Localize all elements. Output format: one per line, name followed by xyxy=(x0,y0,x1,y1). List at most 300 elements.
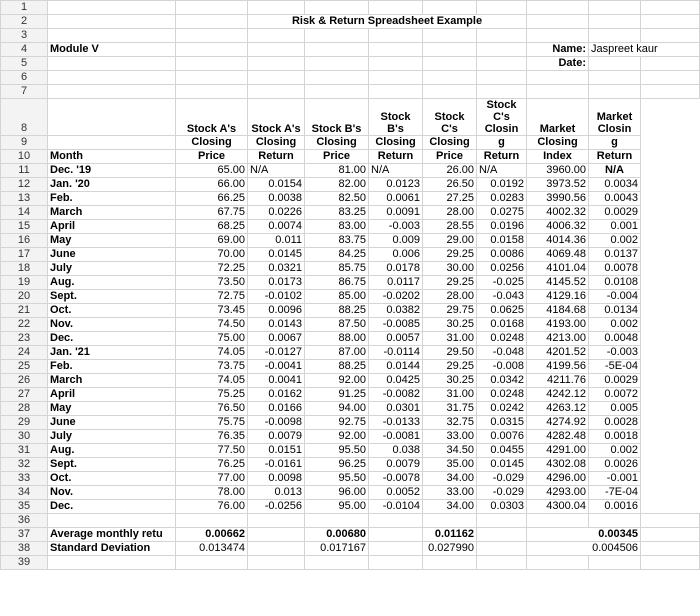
value-cell[interactable]: 75.25 xyxy=(176,388,248,402)
name-label[interactable]: Name: xyxy=(527,43,589,57)
column-header[interactable]: Index xyxy=(527,150,589,164)
value-cell[interactable]: 77.50 xyxy=(176,444,248,458)
value-cell[interactable]: 75.75 xyxy=(176,416,248,430)
value-cell[interactable]: -0.048 xyxy=(477,346,527,360)
value-cell[interactable]: 0.0057 xyxy=(369,332,423,346)
value-cell[interactable]: 34.50 xyxy=(423,444,477,458)
column-header[interactable]: Closing xyxy=(248,136,305,150)
column-header[interactable]: Closing xyxy=(305,136,369,150)
value-cell[interactable]: 4296.00 xyxy=(527,472,589,486)
cell[interactable] xyxy=(527,29,589,43)
value-cell[interactable]: 0.013 xyxy=(248,486,305,500)
value-cell[interactable]: 4101.04 xyxy=(527,262,589,276)
month-cell[interactable]: Feb. xyxy=(48,192,176,206)
month-cell[interactable]: Aug. xyxy=(48,276,176,290)
value-cell[interactable]: -0.008 xyxy=(477,360,527,374)
value-cell[interactable]: 4282.48 xyxy=(527,430,589,444)
month-cell[interactable]: Oct. xyxy=(48,304,176,318)
value-cell[interactable]: 0.0256 xyxy=(477,262,527,276)
value-cell[interactable]: -0.043 xyxy=(477,290,527,304)
cell[interactable] xyxy=(423,514,477,528)
cell[interactable] xyxy=(48,57,176,71)
avg-value[interactable]: 0.00345 xyxy=(527,528,641,542)
value-cell[interactable]: -0.0081 xyxy=(369,430,423,444)
value-cell[interactable]: 0.0283 xyxy=(477,192,527,206)
value-cell[interactable]: 4145.52 xyxy=(527,276,589,290)
cell[interactable] xyxy=(248,57,305,71)
value-cell[interactable]: 0.0192 xyxy=(477,178,527,192)
value-cell[interactable]: 0.0018 xyxy=(589,430,641,444)
cell[interactable] xyxy=(48,514,176,528)
value-cell[interactable]: 28.00 xyxy=(423,206,477,220)
value-cell[interactable]: 4213.00 xyxy=(527,332,589,346)
value-cell[interactable]: 0.006 xyxy=(369,248,423,262)
value-cell[interactable]: 0.011 xyxy=(248,234,305,248)
value-cell[interactable]: 87.50 xyxy=(305,318,369,332)
value-cell[interactable]: 78.00 xyxy=(176,486,248,500)
value-cell[interactable]: 34.00 xyxy=(423,500,477,514)
column-header[interactable]: Return xyxy=(369,150,423,164)
cell[interactable] xyxy=(48,1,176,15)
value-cell[interactable]: -0.0127 xyxy=(248,346,305,360)
value-cell[interactable]: 27.25 xyxy=(423,192,477,206)
cell[interactable] xyxy=(176,514,248,528)
value-cell[interactable]: 74.50 xyxy=(176,318,248,332)
value-cell[interactable]: 0.0145 xyxy=(477,458,527,472)
cell[interactable] xyxy=(589,85,641,99)
avg-value[interactable]: 0.01162 xyxy=(423,528,477,542)
cell[interactable] xyxy=(48,556,176,570)
cell[interactable] xyxy=(305,556,369,570)
column-header[interactable]: Stock C's xyxy=(423,99,477,136)
month-cell[interactable]: Nov. xyxy=(48,486,176,500)
value-cell[interactable]: 29.75 xyxy=(423,304,477,318)
cell[interactable] xyxy=(48,136,176,150)
value-cell[interactable]: N/A xyxy=(369,164,423,178)
value-cell[interactable]: 0.0301 xyxy=(369,402,423,416)
value-cell[interactable]: 31.75 xyxy=(423,402,477,416)
cell[interactable] xyxy=(369,528,423,542)
value-cell[interactable]: 95.50 xyxy=(305,472,369,486)
avg-value[interactable]: 0.00680 xyxy=(305,528,369,542)
value-cell[interactable]: 69.00 xyxy=(176,234,248,248)
value-cell[interactable]: 0.0178 xyxy=(369,262,423,276)
cell[interactable] xyxy=(176,15,248,29)
std-label[interactable]: Standard Deviation xyxy=(48,542,176,556)
value-cell[interactable]: 0.0028 xyxy=(589,416,641,430)
value-cell[interactable]: 26.00 xyxy=(423,164,477,178)
value-cell[interactable]: 0.038 xyxy=(369,444,423,458)
cell[interactable] xyxy=(641,57,700,71)
value-cell[interactable]: 26.50 xyxy=(423,178,477,192)
value-cell[interactable]: 28.00 xyxy=(423,290,477,304)
value-cell[interactable]: 82.00 xyxy=(305,178,369,192)
value-cell[interactable]: 0.0091 xyxy=(369,206,423,220)
value-cell[interactable]: -0.0133 xyxy=(369,416,423,430)
cell[interactable] xyxy=(589,556,641,570)
value-cell[interactable]: -0.001 xyxy=(589,472,641,486)
month-cell[interactable]: Sept. xyxy=(48,290,176,304)
value-cell[interactable]: -0.0202 xyxy=(369,290,423,304)
value-cell[interactable]: 0.0026 xyxy=(589,458,641,472)
month-cell[interactable]: July xyxy=(48,430,176,444)
value-cell[interactable]: 72.75 xyxy=(176,290,248,304)
value-cell[interactable]: 0.0123 xyxy=(369,178,423,192)
avg-value[interactable]: 0.00662 xyxy=(176,528,248,542)
cell[interactable] xyxy=(423,71,477,85)
cell[interactable] xyxy=(48,15,176,29)
value-cell[interactable]: -0.003 xyxy=(369,220,423,234)
value-cell[interactable]: -0.0256 xyxy=(248,500,305,514)
cell[interactable] xyxy=(641,29,700,43)
month-cell[interactable]: Oct. xyxy=(48,472,176,486)
value-cell[interactable]: N/A xyxy=(477,164,527,178)
column-header[interactable]: Return xyxy=(248,150,305,164)
value-cell[interactable]: 4242.12 xyxy=(527,388,589,402)
value-cell[interactable]: 0.0248 xyxy=(477,388,527,402)
cell[interactable] xyxy=(176,85,248,99)
cell[interactable] xyxy=(589,514,641,528)
value-cell[interactable]: -0.0098 xyxy=(248,416,305,430)
month-cell[interactable]: Aug. xyxy=(48,444,176,458)
value-cell[interactable]: 34.00 xyxy=(423,472,477,486)
cell[interactable] xyxy=(589,15,641,29)
month-cell[interactable]: Sept. xyxy=(48,458,176,472)
date-label[interactable]: Date: xyxy=(527,57,589,71)
value-cell[interactable]: -5E-04 xyxy=(589,360,641,374)
value-cell[interactable]: 88.25 xyxy=(305,304,369,318)
value-cell[interactable]: -0.0085 xyxy=(369,318,423,332)
value-cell[interactable]: 0.0455 xyxy=(477,444,527,458)
cell[interactable] xyxy=(589,1,641,15)
cell[interactable] xyxy=(641,556,700,570)
value-cell[interactable]: 85.00 xyxy=(305,290,369,304)
value-cell[interactable]: 0.0166 xyxy=(248,402,305,416)
value-cell[interactable]: 76.35 xyxy=(176,430,248,444)
value-cell[interactable]: 0.0315 xyxy=(477,416,527,430)
cell[interactable] xyxy=(305,71,369,85)
value-cell[interactable]: 0.002 xyxy=(589,444,641,458)
cell[interactable] xyxy=(369,542,423,556)
cell[interactable] xyxy=(305,1,369,15)
value-cell[interactable]: 0.0173 xyxy=(248,276,305,290)
cell[interactable] xyxy=(176,1,248,15)
value-cell[interactable]: 29.25 xyxy=(423,276,477,290)
value-cell[interactable]: 0.0321 xyxy=(248,262,305,276)
column-header[interactable]: Return xyxy=(477,150,527,164)
month-cell[interactable]: Feb. xyxy=(48,360,176,374)
value-cell[interactable]: 4129.16 xyxy=(527,290,589,304)
value-cell[interactable]: 0.0048 xyxy=(589,332,641,346)
cell[interactable] xyxy=(305,85,369,99)
month-cell[interactable]: Dec. '19 xyxy=(48,164,176,178)
value-cell[interactable]: 4184.68 xyxy=(527,304,589,318)
value-cell[interactable]: 0.0076 xyxy=(477,430,527,444)
column-header[interactable]: Closing xyxy=(369,136,423,150)
value-cell[interactable]: 0.0043 xyxy=(589,192,641,206)
cell[interactable] xyxy=(305,43,369,57)
cell[interactable] xyxy=(369,29,423,43)
value-cell[interactable]: -0.029 xyxy=(477,472,527,486)
month-cell[interactable]: Dec. xyxy=(48,500,176,514)
cell[interactable] xyxy=(48,85,176,99)
value-cell[interactable]: 4211.76 xyxy=(527,374,589,388)
value-cell[interactable]: -0.004 xyxy=(589,290,641,304)
value-cell[interactable]: 74.05 xyxy=(176,346,248,360)
value-cell[interactable]: -0.025 xyxy=(477,276,527,290)
value-cell[interactable]: 83.00 xyxy=(305,220,369,234)
value-cell[interactable]: -0.0102 xyxy=(248,290,305,304)
value-cell[interactable]: 70.00 xyxy=(176,248,248,262)
column-header[interactable]: Closing xyxy=(527,136,589,150)
value-cell[interactable]: 0.0029 xyxy=(589,206,641,220)
value-cell[interactable]: 76.00 xyxy=(176,500,248,514)
value-cell[interactable]: 96.00 xyxy=(305,486,369,500)
value-cell[interactable]: -0.0114 xyxy=(369,346,423,360)
column-header[interactable]: Closing xyxy=(423,136,477,150)
value-cell[interactable]: 0.0342 xyxy=(477,374,527,388)
cell[interactable] xyxy=(423,29,477,43)
std-value[interactable]: 0.017167 xyxy=(305,542,369,556)
month-cell[interactable]: Jan. '21 xyxy=(48,346,176,360)
cell[interactable] xyxy=(48,99,176,136)
value-cell[interactable]: 0.0145 xyxy=(248,248,305,262)
cell[interactable] xyxy=(423,85,477,99)
value-cell[interactable]: -7E-04 xyxy=(589,486,641,500)
cell[interactable] xyxy=(641,1,700,15)
cell[interactable] xyxy=(589,57,641,71)
column-header[interactable]: g xyxy=(477,136,527,150)
cell[interactable] xyxy=(423,1,477,15)
cell[interactable] xyxy=(641,85,700,99)
value-cell[interactable]: 0.0196 xyxy=(477,220,527,234)
value-cell[interactable]: 31.00 xyxy=(423,388,477,402)
value-cell[interactable]: 4274.92 xyxy=(527,416,589,430)
cell[interactable] xyxy=(248,29,305,43)
value-cell[interactable]: 28.55 xyxy=(423,220,477,234)
cell[interactable] xyxy=(477,57,527,71)
value-cell[interactable]: 72.25 xyxy=(176,262,248,276)
cell[interactable] xyxy=(176,29,248,43)
cell[interactable] xyxy=(477,1,527,15)
value-cell[interactable]: 0.0096 xyxy=(248,304,305,318)
column-header[interactable]: Price xyxy=(305,150,369,164)
value-cell[interactable]: 73.75 xyxy=(176,360,248,374)
value-cell[interactable]: 0.0151 xyxy=(248,444,305,458)
column-header[interactable]: Closing xyxy=(176,136,248,150)
std-value[interactable]: 0.013474 xyxy=(176,542,248,556)
cell[interactable] xyxy=(477,85,527,99)
month-cell[interactable]: Nov. xyxy=(48,318,176,332)
value-cell[interactable]: 4069.48 xyxy=(527,248,589,262)
value-cell[interactable]: 0.0154 xyxy=(248,178,305,192)
value-cell[interactable]: 0.0061 xyxy=(369,192,423,206)
column-header[interactable]: g xyxy=(589,136,641,150)
value-cell[interactable]: 0.0144 xyxy=(369,360,423,374)
value-cell[interactable]: 0.0016 xyxy=(589,500,641,514)
cell[interactable] xyxy=(369,85,423,99)
value-cell[interactable]: 0.005 xyxy=(589,402,641,416)
cell[interactable] xyxy=(176,43,248,57)
std-value[interactable]: 0.027990 xyxy=(423,542,477,556)
value-cell[interactable]: 92.00 xyxy=(305,430,369,444)
value-cell[interactable]: 67.75 xyxy=(176,206,248,220)
value-cell[interactable]: 4300.04 xyxy=(527,500,589,514)
avg-label[interactable]: Average monthly retu xyxy=(48,528,176,542)
value-cell[interactable]: 66.25 xyxy=(176,192,248,206)
month-cell[interactable]: May xyxy=(48,234,176,248)
value-cell[interactable]: 0.0117 xyxy=(369,276,423,290)
value-cell[interactable]: -0.0078 xyxy=(369,472,423,486)
value-cell[interactable]: 0.0248 xyxy=(477,332,527,346)
value-cell[interactable]: 0.0108 xyxy=(589,276,641,290)
cell[interactable] xyxy=(641,528,700,542)
value-cell[interactable]: 65.00 xyxy=(176,164,248,178)
value-cell[interactable]: 4291.00 xyxy=(527,444,589,458)
column-header[interactable]: Stock B's xyxy=(305,99,369,136)
value-cell[interactable]: 95.50 xyxy=(305,444,369,458)
value-cell[interactable]: 35.00 xyxy=(423,458,477,472)
value-cell[interactable]: 73.50 xyxy=(176,276,248,290)
month-cell[interactable]: March xyxy=(48,206,176,220)
value-cell[interactable]: 0.0038 xyxy=(248,192,305,206)
cell[interactable] xyxy=(423,57,477,71)
value-cell[interactable]: 29.25 xyxy=(423,248,477,262)
value-cell[interactable]: 33.00 xyxy=(423,430,477,444)
month-cell[interactable]: June xyxy=(48,416,176,430)
value-cell[interactable]: 0.0275 xyxy=(477,206,527,220)
value-cell[interactable]: 4014.36 xyxy=(527,234,589,248)
value-cell[interactable]: 96.25 xyxy=(305,458,369,472)
value-cell[interactable]: 0.002 xyxy=(589,318,641,332)
value-cell[interactable]: 0.0079 xyxy=(369,458,423,472)
value-cell[interactable]: 4193.00 xyxy=(527,318,589,332)
value-cell[interactable]: 0.002 xyxy=(589,234,641,248)
value-cell[interactable]: 33.00 xyxy=(423,486,477,500)
value-cell[interactable]: 92.00 xyxy=(305,374,369,388)
cell[interactable] xyxy=(248,1,305,15)
value-cell[interactable]: 0.009 xyxy=(369,234,423,248)
value-cell[interactable]: 3960.00 xyxy=(527,164,589,178)
cell[interactable] xyxy=(248,556,305,570)
name-value[interactable]: Jaspreet kaur xyxy=(589,43,700,57)
value-cell[interactable]: 73.45 xyxy=(176,304,248,318)
cell[interactable] xyxy=(477,528,527,542)
value-cell[interactable]: 30.25 xyxy=(423,318,477,332)
value-cell[interactable]: 92.75 xyxy=(305,416,369,430)
value-cell[interactable]: 76.50 xyxy=(176,402,248,416)
month-cell[interactable]: June xyxy=(48,248,176,262)
value-cell[interactable]: N/A xyxy=(248,164,305,178)
value-cell[interactable]: 81.00 xyxy=(305,164,369,178)
cell[interactable] xyxy=(477,556,527,570)
value-cell[interactable]: 0.0029 xyxy=(589,374,641,388)
value-cell[interactable]: 0.0143 xyxy=(248,318,305,332)
cell[interactable] xyxy=(641,542,700,556)
column-header[interactable]: Stock A's xyxy=(176,99,248,136)
cell[interactable] xyxy=(527,1,589,15)
value-cell[interactable]: 66.00 xyxy=(176,178,248,192)
cell[interactable] xyxy=(641,15,700,29)
cell[interactable] xyxy=(527,15,589,29)
cell[interactable] xyxy=(305,29,369,43)
cell[interactable] xyxy=(423,556,477,570)
value-cell[interactable]: 86.75 xyxy=(305,276,369,290)
value-cell[interactable]: 0.0303 xyxy=(477,500,527,514)
cell[interactable] xyxy=(369,514,423,528)
cell[interactable] xyxy=(369,1,423,15)
value-cell[interactable]: 30.25 xyxy=(423,374,477,388)
value-cell[interactable]: 4263.12 xyxy=(527,402,589,416)
std-value[interactable]: 0.004506 xyxy=(527,542,641,556)
cell[interactable] xyxy=(589,71,641,85)
cell[interactable] xyxy=(248,542,305,556)
value-cell[interactable]: 83.75 xyxy=(305,234,369,248)
column-header[interactable]: Return xyxy=(589,150,641,164)
cell[interactable] xyxy=(48,29,176,43)
value-cell[interactable]: 77.00 xyxy=(176,472,248,486)
value-cell[interactable]: -0.003 xyxy=(589,346,641,360)
cell[interactable] xyxy=(369,57,423,71)
value-cell[interactable]: 29.25 xyxy=(423,360,477,374)
cell[interactable] xyxy=(305,57,369,71)
value-cell[interactable]: 29.50 xyxy=(423,346,477,360)
value-cell[interactable]: 31.00 xyxy=(423,332,477,346)
value-cell[interactable]: 84.25 xyxy=(305,248,369,262)
value-cell[interactable]: 3990.56 xyxy=(527,192,589,206)
value-cell[interactable]: 91.25 xyxy=(305,388,369,402)
value-cell[interactable]: 0.001 xyxy=(589,220,641,234)
column-header[interactable]: Stock C's Closin xyxy=(477,99,527,136)
month-cell[interactable]: Jan. '20 xyxy=(48,178,176,192)
column-header[interactable]: Price xyxy=(423,150,477,164)
cell[interactable] xyxy=(477,71,527,85)
cell[interactable] xyxy=(477,514,527,528)
value-cell[interactable]: 4199.56 xyxy=(527,360,589,374)
value-cell[interactable]: -0.0082 xyxy=(369,388,423,402)
cell[interactable] xyxy=(248,43,305,57)
cell[interactable] xyxy=(527,85,589,99)
value-cell[interactable]: 32.75 xyxy=(423,416,477,430)
value-cell[interactable]: 0.0425 xyxy=(369,374,423,388)
cell[interactable] xyxy=(589,29,641,43)
value-cell[interactable]: 0.0242 xyxy=(477,402,527,416)
value-cell[interactable]: 30.00 xyxy=(423,262,477,276)
cell[interactable] xyxy=(477,542,527,556)
cell[interactable] xyxy=(176,556,248,570)
value-cell[interactable]: 0.0034 xyxy=(589,178,641,192)
value-cell[interactable]: 75.00 xyxy=(176,332,248,346)
value-cell[interactable]: 85.75 xyxy=(305,262,369,276)
value-cell[interactable]: 4293.00 xyxy=(527,486,589,500)
month-cell[interactable]: May xyxy=(48,402,176,416)
value-cell[interactable]: 0.0137 xyxy=(589,248,641,262)
column-header[interactable]: Price xyxy=(176,150,248,164)
value-cell[interactable]: 0.0168 xyxy=(477,318,527,332)
value-cell[interactable]: 0.0086 xyxy=(477,248,527,262)
module-label[interactable]: Module V xyxy=(48,43,176,57)
month-cell[interactable]: April xyxy=(48,388,176,402)
value-cell[interactable]: 0.0162 xyxy=(248,388,305,402)
value-cell[interactable]: -0.029 xyxy=(477,486,527,500)
cell[interactable] xyxy=(248,85,305,99)
value-cell[interactable]: 3973.52 xyxy=(527,178,589,192)
value-cell[interactable]: 82.50 xyxy=(305,192,369,206)
column-header[interactable]: Market Closin xyxy=(589,99,641,136)
value-cell[interactable]: -0.0104 xyxy=(369,500,423,514)
value-cell[interactable]: 87.00 xyxy=(305,346,369,360)
cell[interactable] xyxy=(423,43,477,57)
